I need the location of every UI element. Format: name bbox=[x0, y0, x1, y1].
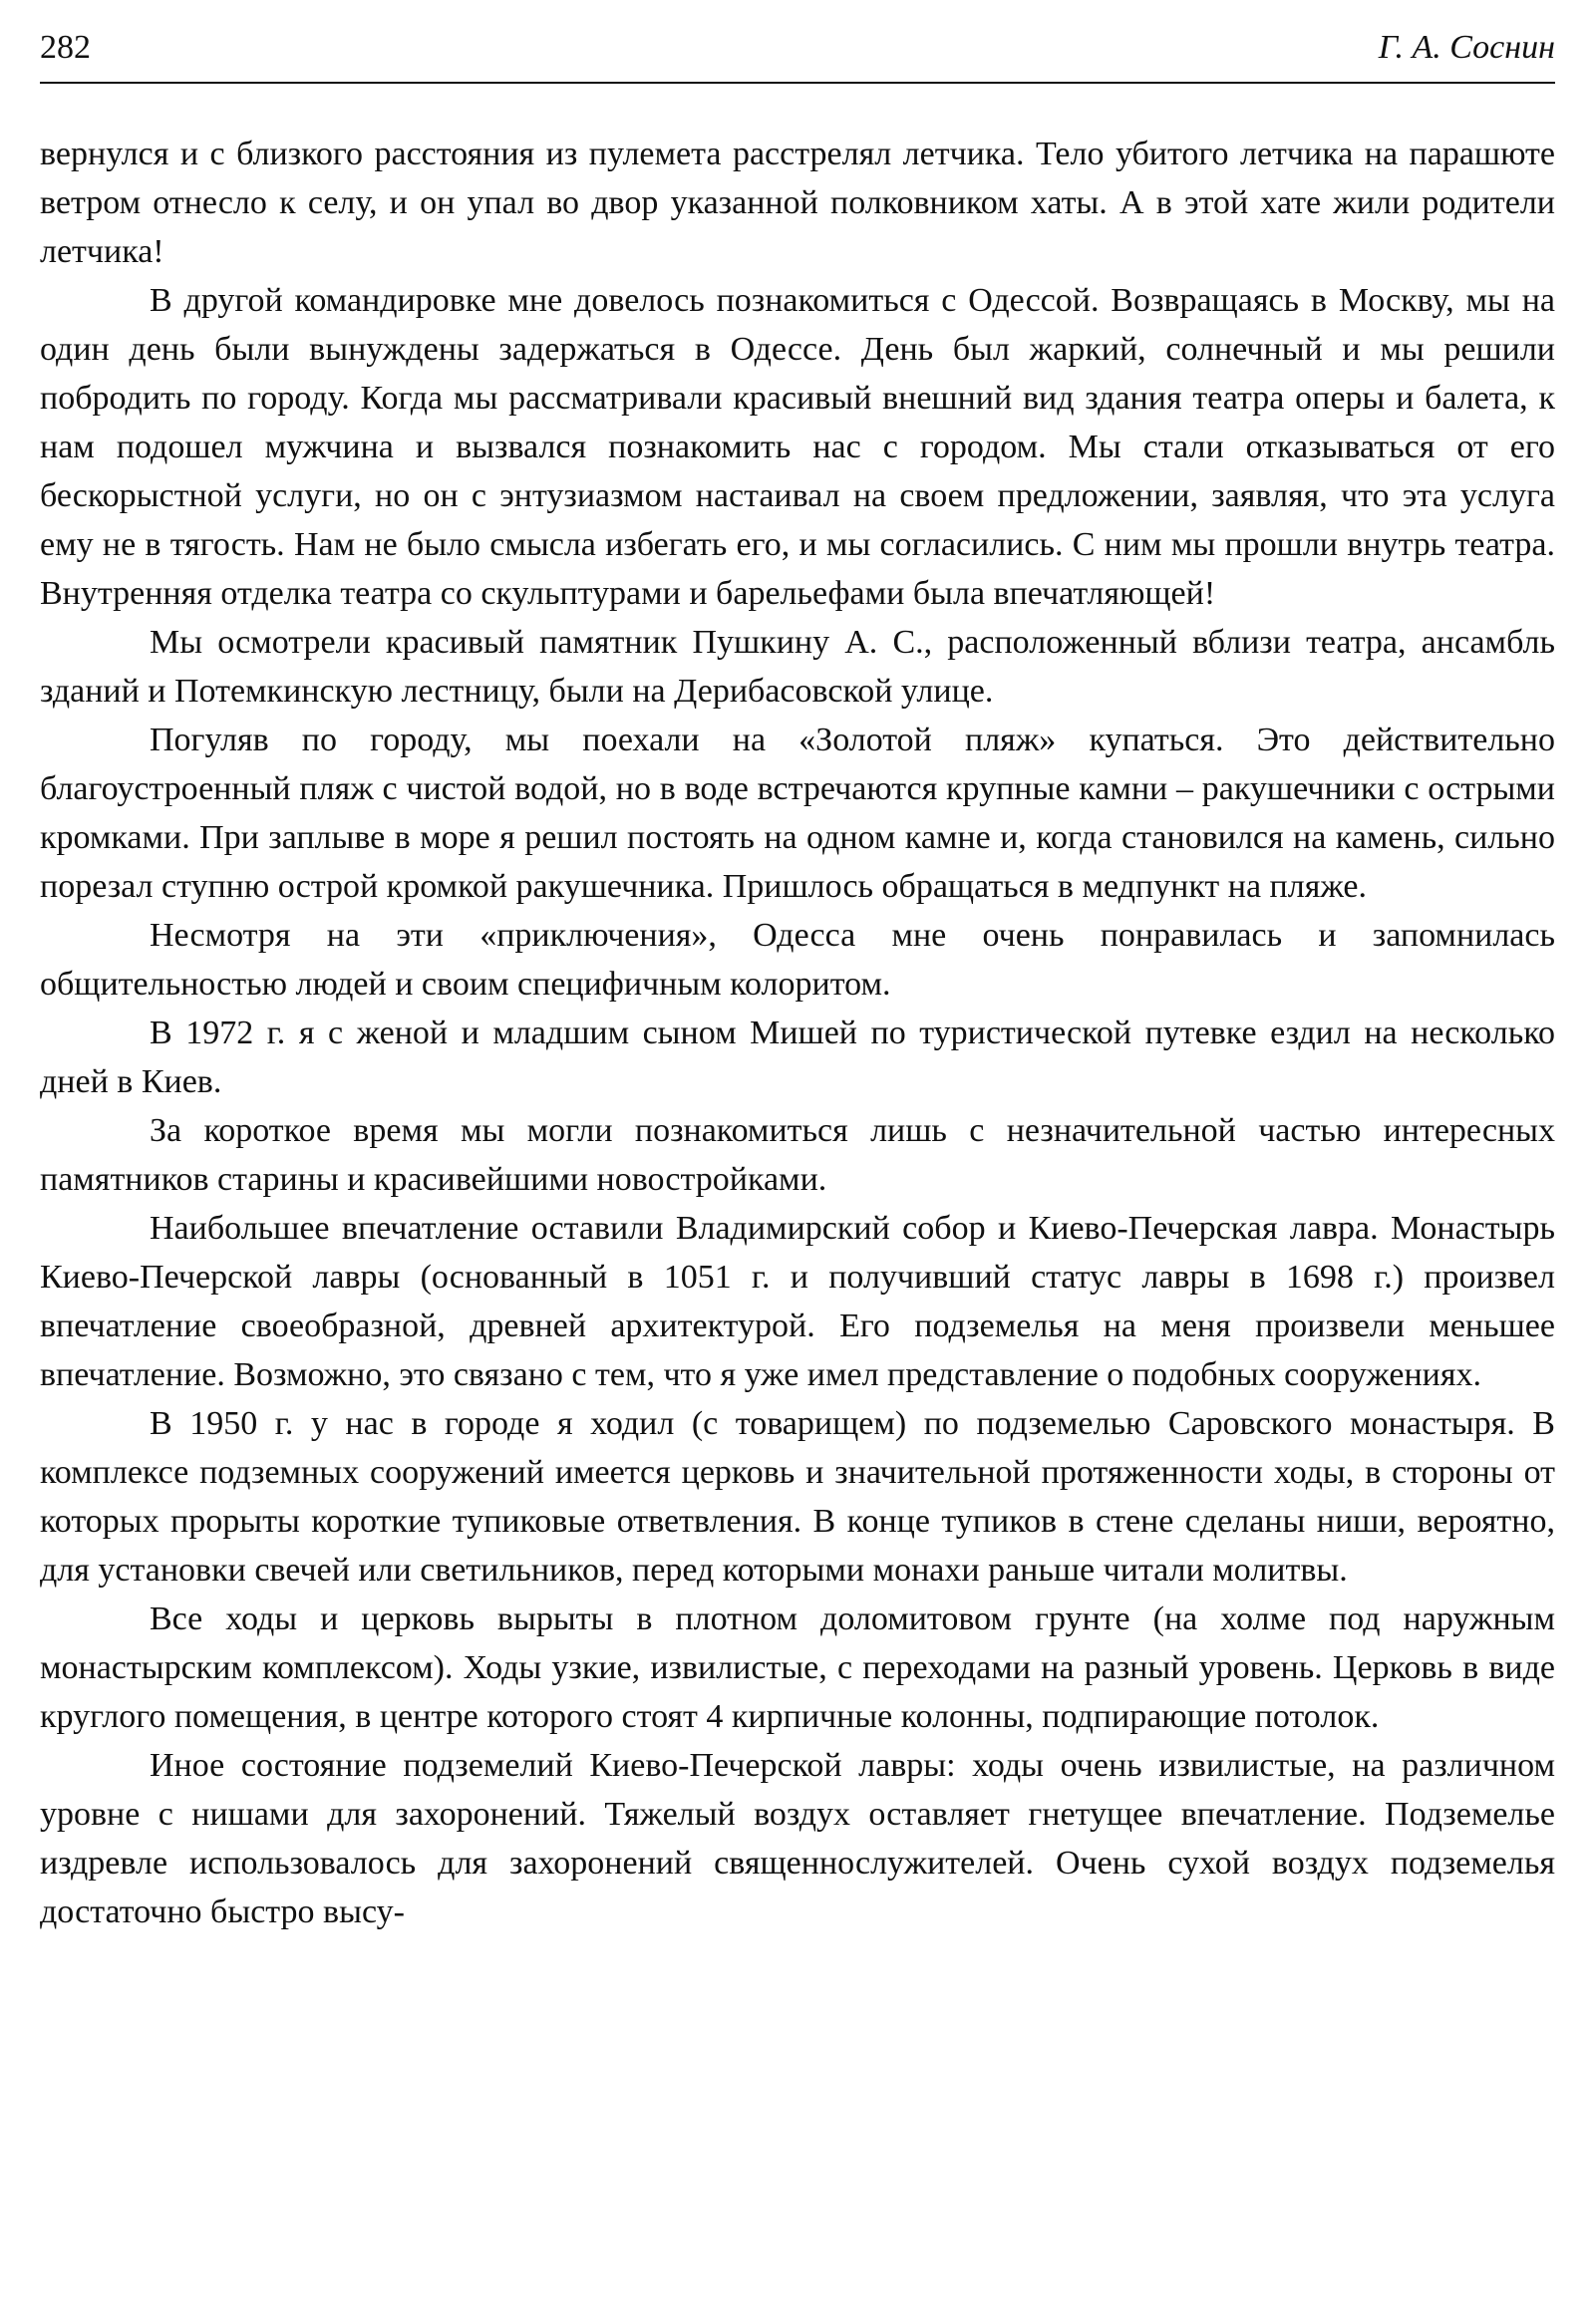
paragraph: Наибольшее впечатление оставили Владимирский собор и Киево-Печерская лавра. Монастырь Киево-Печерской лавры (основанный в 1051 г. и получивший статус лавры в 1698 г.) произвел впечатление своеобразной, древней архитектурой. Его подземелья на меня произвели меньшее впечатление. Возможно, это связано с тем, что я уже имел представление о подобных сооружениях. bbox=[40, 1210, 1555, 1393]
paragraph: В другой командировке мне довелось познакомиться с Одессой. Возвращаясь в Москву, мы на один день были вынуждены задержаться в Одессе. День был жаркий, солнечный и мы решили побродить по городу. Когда мы рассматривали красивый внешний вид здания театра оперы и балета, к нам подошел мужчина и вызвался познакомить нас с городом. Мы стали отказываться от его бескорыстной услуги, но он с энтузиазмом настаивал на своем предложении, заявляя, что эта услуга ему не в тягость. Нам не было смысла избегать его, и мы согласились. С ним мы прошли внутрь театра. Внутренняя отделка театра со скульптурами и барельефами была впечатляющей! bbox=[40, 282, 1555, 612]
paragraph: Иное состояние подземелий Киево-Печерской лавры: ходы очень извилистые, на различном уровне с нишами для захоронений. Тяжелый воздух оставляет гнетущее впечатление. Подземелье издревле использовалось для захоронений священнослужителей. Очень сухой воздух подземелья достаточно быстро высу- bbox=[40, 1747, 1555, 1930]
page-header bbox=[40, 22, 1555, 84]
paragraph: За короткое время мы могли познакомиться лишь с незначительной частью интересных памятников старины и красивейшими новостройками. bbox=[40, 1112, 1555, 1198]
paragraph: Погуляв по городу, мы поехали на «Золотой пляж» купаться. Это действительно благоустроенный пляж с чистой водой, но в воде встречаются крупные камни – ракушечники с острыми кромками. При заплыве в море я решил постоять на одном камне и, когда становился на камень, сильно порезал ступню острой кромкой ракушечника. Пришлось обращаться в медпункт на пляже. bbox=[40, 722, 1555, 905]
paragraph: Несмотря на эти «приключения», Одесса мне очень понравилась и запомнилась общительностью людей и своим специфичным колоритом. bbox=[40, 917, 1555, 1003]
running-head-author: Г. А. Соснин bbox=[1378, 29, 1555, 66]
body-text bbox=[40, 130, 1555, 1936]
paragraph: Мы осмотрели красивый памятник Пушкину А. С., расположенный вблизи театра, ансамбль зданий и Потемкинскую лестницу, были на Дерибасовской улице. bbox=[40, 624, 1555, 710]
page-number: 282 bbox=[40, 29, 91, 66]
paragraph: вернулся и с близкого расстояния из пулемета расстрелял летчика. Тело убитого летчика на парашюте ветром отнесло к селу, и он упал во двор указанной полковником хаты. А в этой хате жили родители летчика! bbox=[40, 136, 1555, 270]
paragraph: Все ходы и церковь вырыты в плотном доломитовом грунте (на холме под наружным монастырским комплексом). Ходы узкие, извилистые, с переходами на разный уровень. Церковь в виде круглого помещения, в центре которого стоят 4 кирпичные колонны, подпирающие потолок. bbox=[40, 1600, 1555, 1735]
paragraph: В 1972 г. я с женой и младшим сыном Мишей по туристической путевке ездил на несколько дней в Киев. bbox=[40, 1015, 1555, 1100]
paragraph: В 1950 г. у нас в городе я ходил (с товарищем) по подземелью Саровского монастыря. В комплексе подземных сооружений имеется церковь и значительной протяженности ходы, в стороны от которых прорыты короткие тупиковые ответвления. В конце тупиков в стене сделаны ниши, вероятно, для установки свечей или светильников, перед которыми монахи раньше читали молитвы. bbox=[40, 1405, 1555, 1589]
